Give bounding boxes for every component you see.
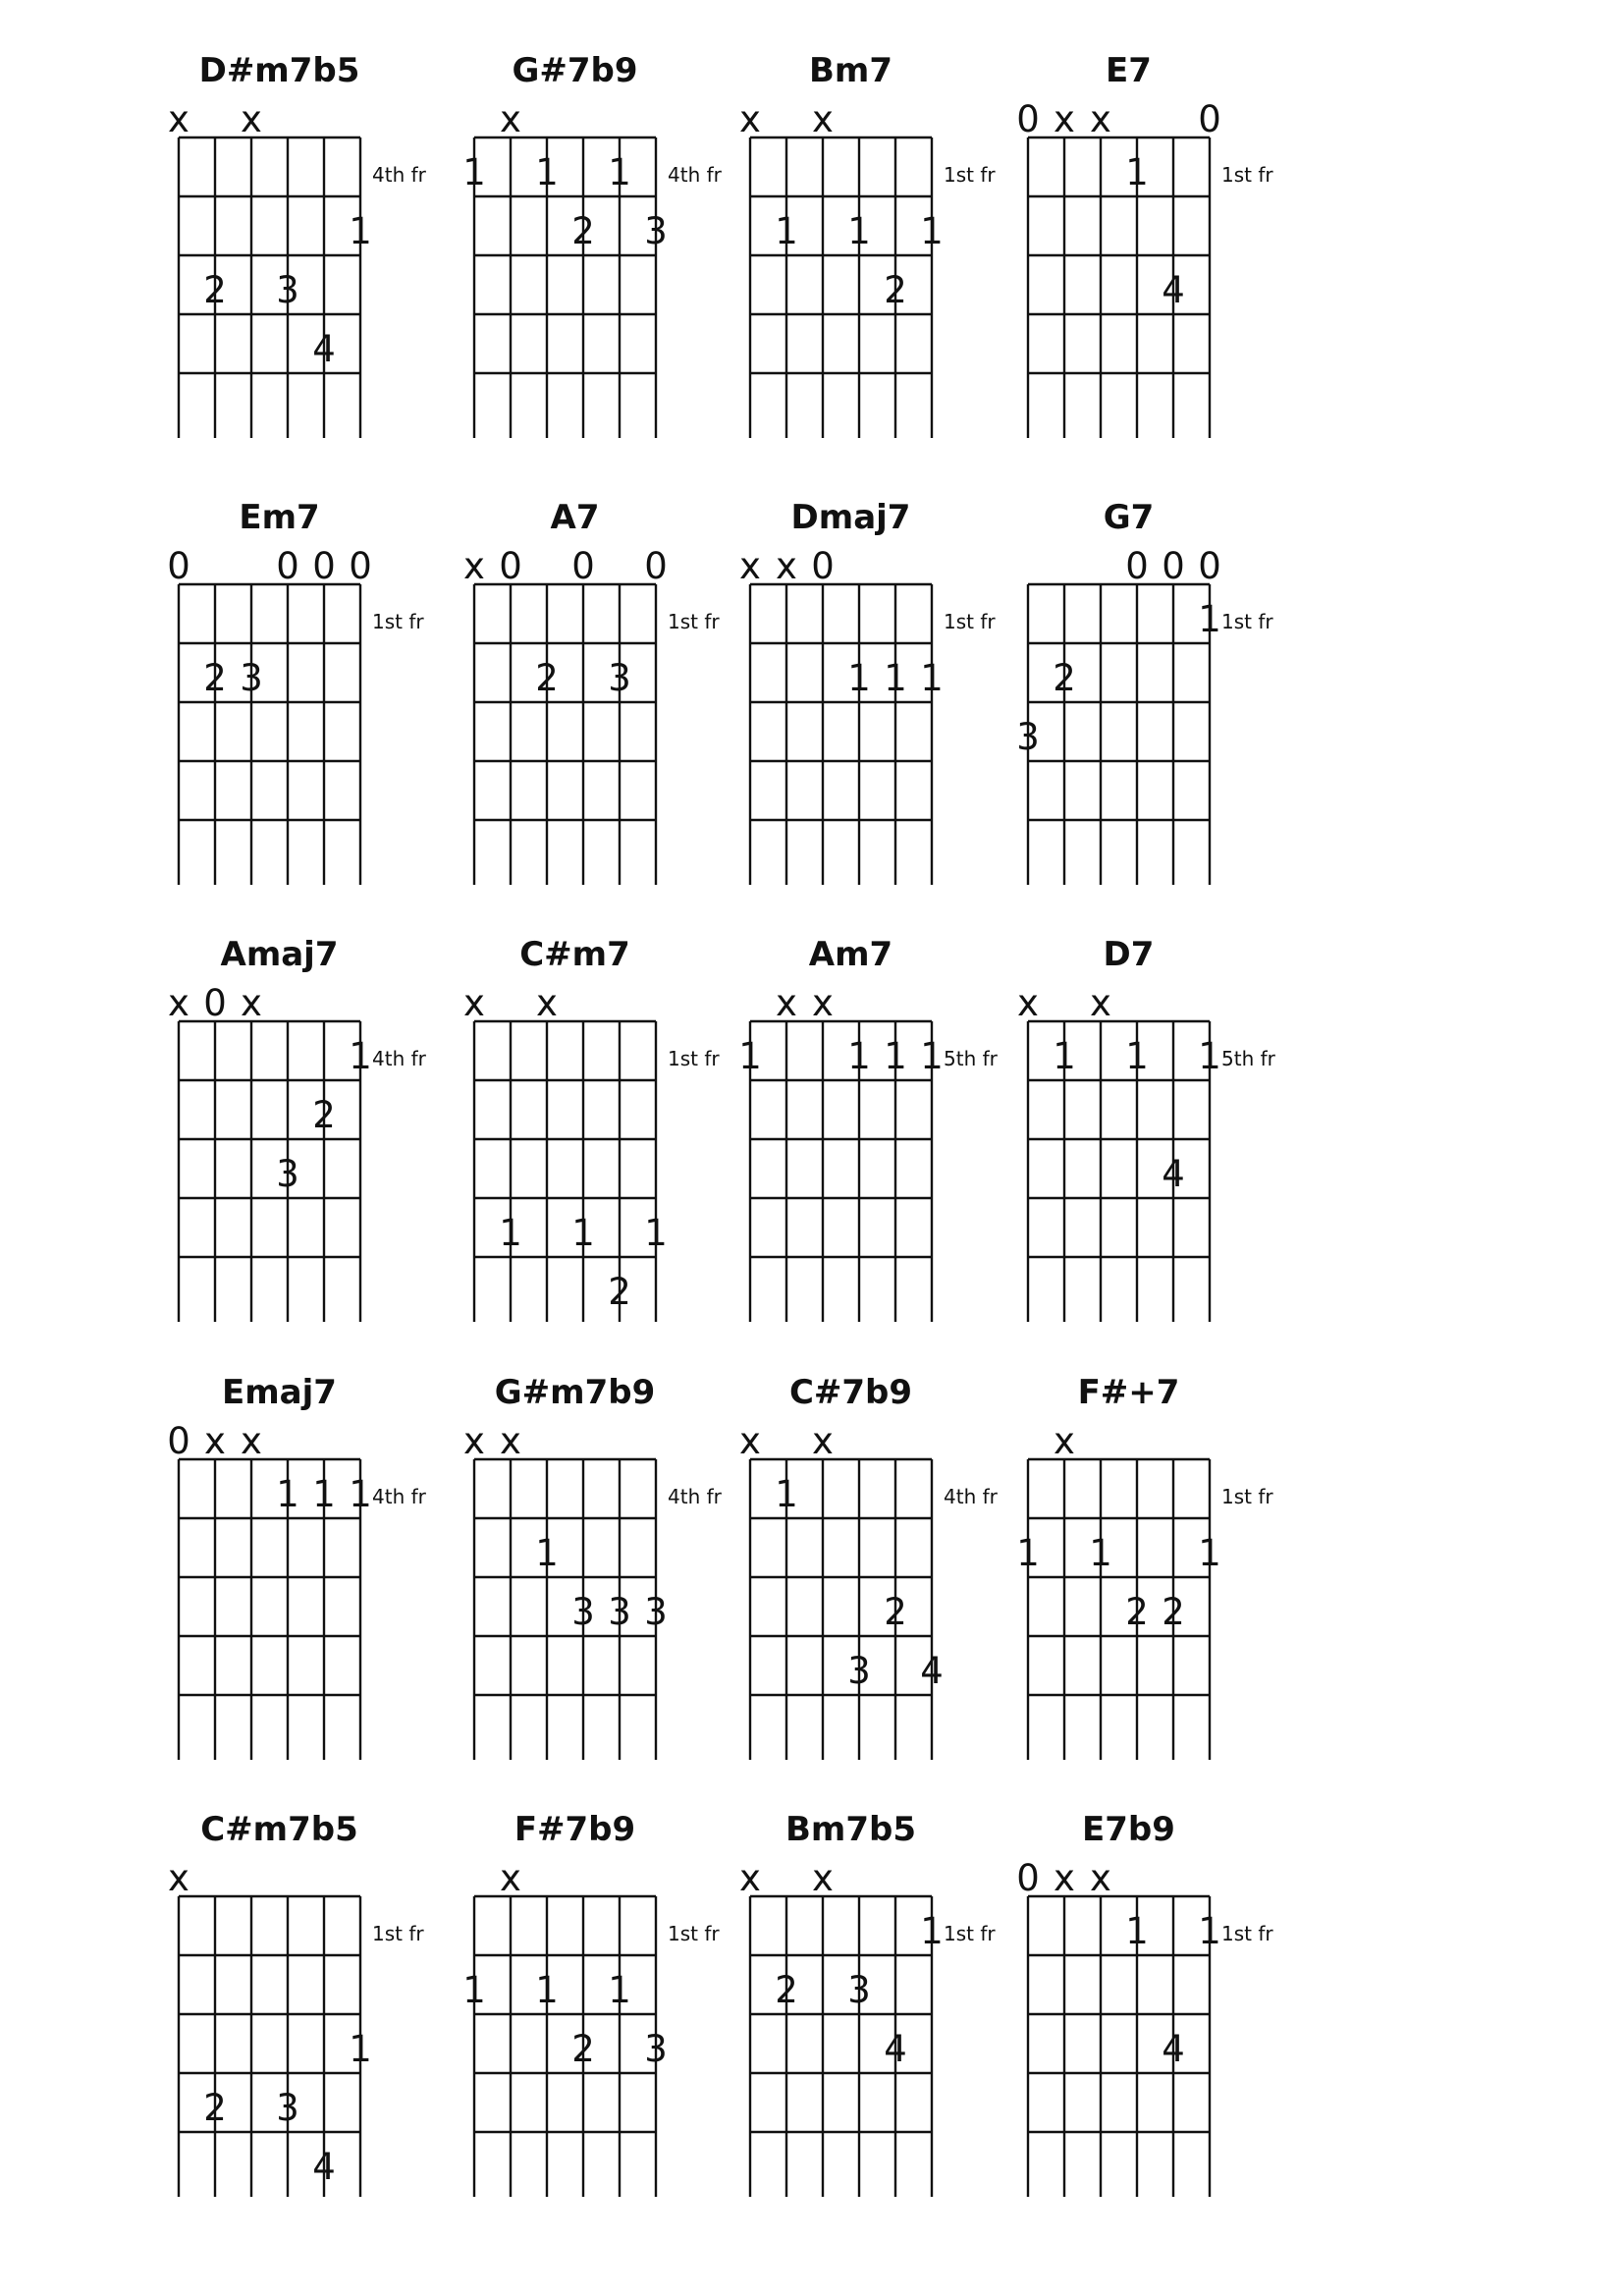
fretboard-grid (750, 584, 932, 885)
chord-diagram (463, 1373, 723, 1760)
open-string-mark: 0 (1016, 1857, 1040, 1899)
fret-position-label: 1st fr (1221, 163, 1273, 187)
fret-position-label: 4th fr (372, 1047, 426, 1070)
open-string-mark: 0 (1016, 98, 1040, 140)
fret-position-label: 5th fr (944, 1047, 998, 1070)
finger-number: 1 (535, 1969, 559, 2011)
finger-number: 1 (1125, 1035, 1149, 1077)
muted-string-mark: x (776, 982, 797, 1024)
open-string-mark: 0 (644, 545, 668, 587)
chord-diagram (1016, 1810, 1273, 2197)
muted-string-mark: x (1017, 982, 1039, 1024)
finger-number: 3 (276, 269, 299, 311)
open-string-mark: 0 (167, 1420, 190, 1462)
muted-string-mark: x (168, 98, 189, 140)
finger-number: 4 (1162, 2028, 1185, 2070)
muted-string-mark: x (1090, 982, 1111, 1024)
muted-string-mark: x (168, 982, 189, 1024)
muted-string-mark: x (168, 1857, 189, 1899)
chord-name: G#7b9 (512, 51, 638, 90)
finger-number: 1 (775, 210, 798, 252)
finger-number: 2 (775, 1969, 798, 2011)
chord-diagram (463, 498, 720, 885)
finger-number: 2 (571, 210, 595, 252)
finger-number: 4 (312, 2146, 336, 2188)
muted-string-mark: x (241, 1420, 262, 1462)
muted-string-mark: x (536, 982, 558, 1024)
fretboard-grid (1028, 584, 1210, 885)
fret-position-label: 4th fr (944, 1485, 998, 1508)
muted-string-mark: x (739, 98, 761, 140)
chord-name: Am7 (808, 935, 893, 974)
open-string-mark: 0 (1198, 98, 1221, 140)
muted-string-mark: x (812, 982, 834, 1024)
finger-number: 4 (1162, 269, 1185, 311)
finger-number: 2 (571, 2028, 595, 2070)
muted-string-mark: x (241, 98, 262, 140)
finger-number: 3 (847, 1969, 871, 2011)
chord-diagram (462, 51, 722, 438)
chord-name: C#7b9 (788, 1373, 913, 1412)
muted-string-mark: x (204, 1420, 226, 1462)
finger-number: 1 (920, 1910, 944, 1952)
finger-number: 1 (1198, 598, 1221, 640)
finger-number: 1 (349, 2028, 372, 2070)
fret-position-label: 4th fr (372, 1485, 426, 1508)
fret-position-label: 5th fr (1221, 1047, 1275, 1070)
fret-position-label: 4th fr (668, 1485, 722, 1508)
muted-string-mark: x (1054, 1420, 1075, 1462)
finger-number: 3 (847, 1650, 871, 1692)
fretboard-grid (179, 584, 360, 885)
fret-position-label: 4th fr (668, 163, 722, 187)
fret-position-label: 1st fr (668, 1047, 720, 1070)
chord-diagram (1017, 935, 1276, 1322)
fretboard-grid (474, 1896, 656, 2197)
chord-diagram (739, 1810, 996, 2197)
chord-name: F#+7 (1077, 1373, 1180, 1412)
open-string-mark: 0 (811, 545, 835, 587)
fret-position-label: 1st fr (944, 610, 996, 633)
open-string-mark: 0 (571, 545, 595, 587)
finger-number: 1 (920, 1035, 944, 1077)
muted-string-mark: x (1090, 98, 1111, 140)
finger-number: 1 (738, 1035, 762, 1077)
finger-number: 1 (462, 1969, 486, 2011)
finger-number: 2 (535, 657, 559, 699)
chord-name: Bm7 (809, 51, 892, 90)
open-string-mark: 0 (1198, 545, 1221, 587)
finger-number: 1 (775, 1473, 798, 1515)
fret-position-label: 1st fr (1221, 610, 1273, 633)
fret-position-label: 1st fr (372, 610, 424, 633)
finger-number: 1 (499, 1212, 522, 1254)
chord-name: Dmaj7 (790, 498, 911, 537)
finger-number: 1 (608, 1969, 631, 2011)
finger-number: 1 (312, 1473, 336, 1515)
muted-string-mark: x (812, 1857, 834, 1899)
finger-number: 3 (644, 210, 668, 252)
chord-diagram (739, 498, 996, 885)
finger-number: 1 (571, 1212, 595, 1254)
muted-string-mark: x (812, 98, 834, 140)
open-string-mark: 0 (1125, 545, 1149, 587)
open-string-mark: 0 (203, 982, 227, 1024)
chord-name: D#m7b5 (198, 51, 360, 90)
muted-string-mark: x (463, 982, 485, 1024)
finger-number: 3 (1016, 716, 1040, 758)
fret-position-label: 1st fr (668, 1922, 720, 1945)
chord-diagram (738, 935, 998, 1322)
finger-number: 3 (571, 1591, 595, 1633)
finger-number: 1 (1016, 1532, 1040, 1574)
chord-name: F#7b9 (514, 1810, 636, 1849)
chord-name: Emaj7 (222, 1373, 337, 1412)
finger-number: 1 (884, 1035, 907, 1077)
finger-number: 1 (535, 151, 559, 193)
chord-diagram (462, 1810, 720, 2197)
muted-string-mark: x (739, 545, 761, 587)
chord-diagram (1016, 498, 1273, 885)
finger-number: 1 (920, 210, 944, 252)
finger-number: 1 (535, 1532, 559, 1574)
fret-position-label: 1st fr (372, 1922, 424, 1945)
finger-number: 1 (462, 151, 486, 193)
finger-number: 2 (203, 2087, 227, 2129)
finger-number: 3 (240, 657, 263, 699)
finger-number: 2 (1125, 1591, 1149, 1633)
finger-number: 4 (312, 328, 336, 370)
finger-number: 2 (884, 1591, 907, 1633)
muted-string-mark: x (500, 1857, 521, 1899)
open-string-mark: 0 (1162, 545, 1185, 587)
chord-name: A7 (550, 498, 600, 537)
finger-number: 2 (203, 269, 227, 311)
finger-number: 1 (1198, 1532, 1221, 1574)
fret-position-label: 1st fr (944, 163, 996, 187)
finger-number: 3 (276, 2087, 299, 2129)
chord-diagram (463, 935, 720, 1322)
finger-number: 2 (1053, 657, 1076, 699)
muted-string-mark: x (1054, 1857, 1075, 1899)
finger-number: 1 (1125, 151, 1149, 193)
finger-number: 1 (1089, 1532, 1112, 1574)
finger-number: 2 (203, 657, 227, 699)
finger-number: 4 (920, 1650, 944, 1692)
fret-position-label: 1st fr (668, 610, 720, 633)
open-string-mark: 0 (167, 545, 190, 587)
finger-number: 2 (312, 1094, 336, 1136)
chord-diagram (168, 935, 427, 1322)
finger-number: 1 (349, 1473, 372, 1515)
chord-diagram (167, 498, 424, 885)
chord-name: Em7 (239, 498, 320, 537)
muted-string-mark: x (1054, 98, 1075, 140)
chord-name: G#m7b9 (494, 1373, 656, 1412)
finger-number: 3 (608, 1591, 631, 1633)
finger-number: 1 (847, 210, 871, 252)
finger-number: 3 (644, 2028, 668, 2070)
chord-diagram (168, 1810, 424, 2197)
finger-number: 1 (920, 657, 944, 699)
finger-number: 4 (1162, 1153, 1185, 1195)
muted-string-mark: x (1090, 1857, 1111, 1899)
finger-number: 1 (276, 1473, 299, 1515)
finger-number: 1 (644, 1212, 668, 1254)
chord-diagram (739, 51, 996, 438)
chord-diagram (739, 1373, 999, 1760)
finger-number: 1 (884, 657, 907, 699)
open-string-mark: 0 (499, 545, 522, 587)
chord-diagram (1016, 51, 1273, 438)
finger-number: 3 (608, 657, 631, 699)
chord-diagram (167, 1373, 426, 1760)
chord-name: E7b9 (1082, 1810, 1175, 1849)
open-string-mark: 0 (312, 545, 336, 587)
finger-number: 1 (847, 1035, 871, 1077)
chord-name: Amaj7 (220, 935, 339, 974)
finger-number: 1 (1198, 1035, 1221, 1077)
muted-string-mark: x (812, 1420, 834, 1462)
muted-string-mark: x (463, 1420, 485, 1462)
finger-number: 1 (1198, 1910, 1221, 1952)
muted-string-mark: x (776, 545, 797, 587)
chord-diagram (1016, 1373, 1273, 1760)
finger-number: 1 (608, 151, 631, 193)
muted-string-mark: x (500, 1420, 521, 1462)
finger-number: 1 (1125, 1910, 1149, 1952)
muted-string-mark: x (241, 982, 262, 1024)
finger-number: 1 (847, 657, 871, 699)
chord-name: G7 (1103, 498, 1155, 537)
finger-number: 3 (644, 1591, 668, 1633)
open-string-mark: 0 (349, 545, 372, 587)
chord-name: Bm7b5 (785, 1810, 916, 1849)
chord-name: E7 (1106, 51, 1152, 90)
finger-number: 2 (608, 1271, 631, 1313)
finger-number: 1 (1053, 1035, 1076, 1077)
finger-number: 1 (349, 210, 372, 252)
chord-diagram (168, 51, 427, 438)
open-string-mark: 0 (276, 545, 299, 587)
fretboard-grid (474, 584, 656, 885)
finger-number: 4 (884, 2028, 907, 2070)
fret-position-label: 1st fr (1221, 1485, 1273, 1508)
chord-name: C#m7 (519, 935, 630, 974)
muted-string-mark: x (739, 1857, 761, 1899)
muted-string-mark: x (739, 1420, 761, 1462)
fretboard-grid (179, 1021, 360, 1322)
muted-string-mark: x (463, 545, 485, 587)
finger-number: 3 (276, 1153, 299, 1195)
fret-position-label: 1st fr (1221, 1922, 1273, 1945)
muted-string-mark: x (500, 98, 521, 140)
finger-number: 2 (884, 269, 907, 311)
finger-number: 2 (1162, 1591, 1185, 1633)
fret-position-label: 1st fr (944, 1922, 996, 1945)
finger-number: 1 (349, 1035, 372, 1077)
fret-position-label: 4th fr (372, 163, 426, 187)
chord-name: D7 (1103, 935, 1155, 974)
chord-name: C#m7b5 (200, 1810, 358, 1849)
